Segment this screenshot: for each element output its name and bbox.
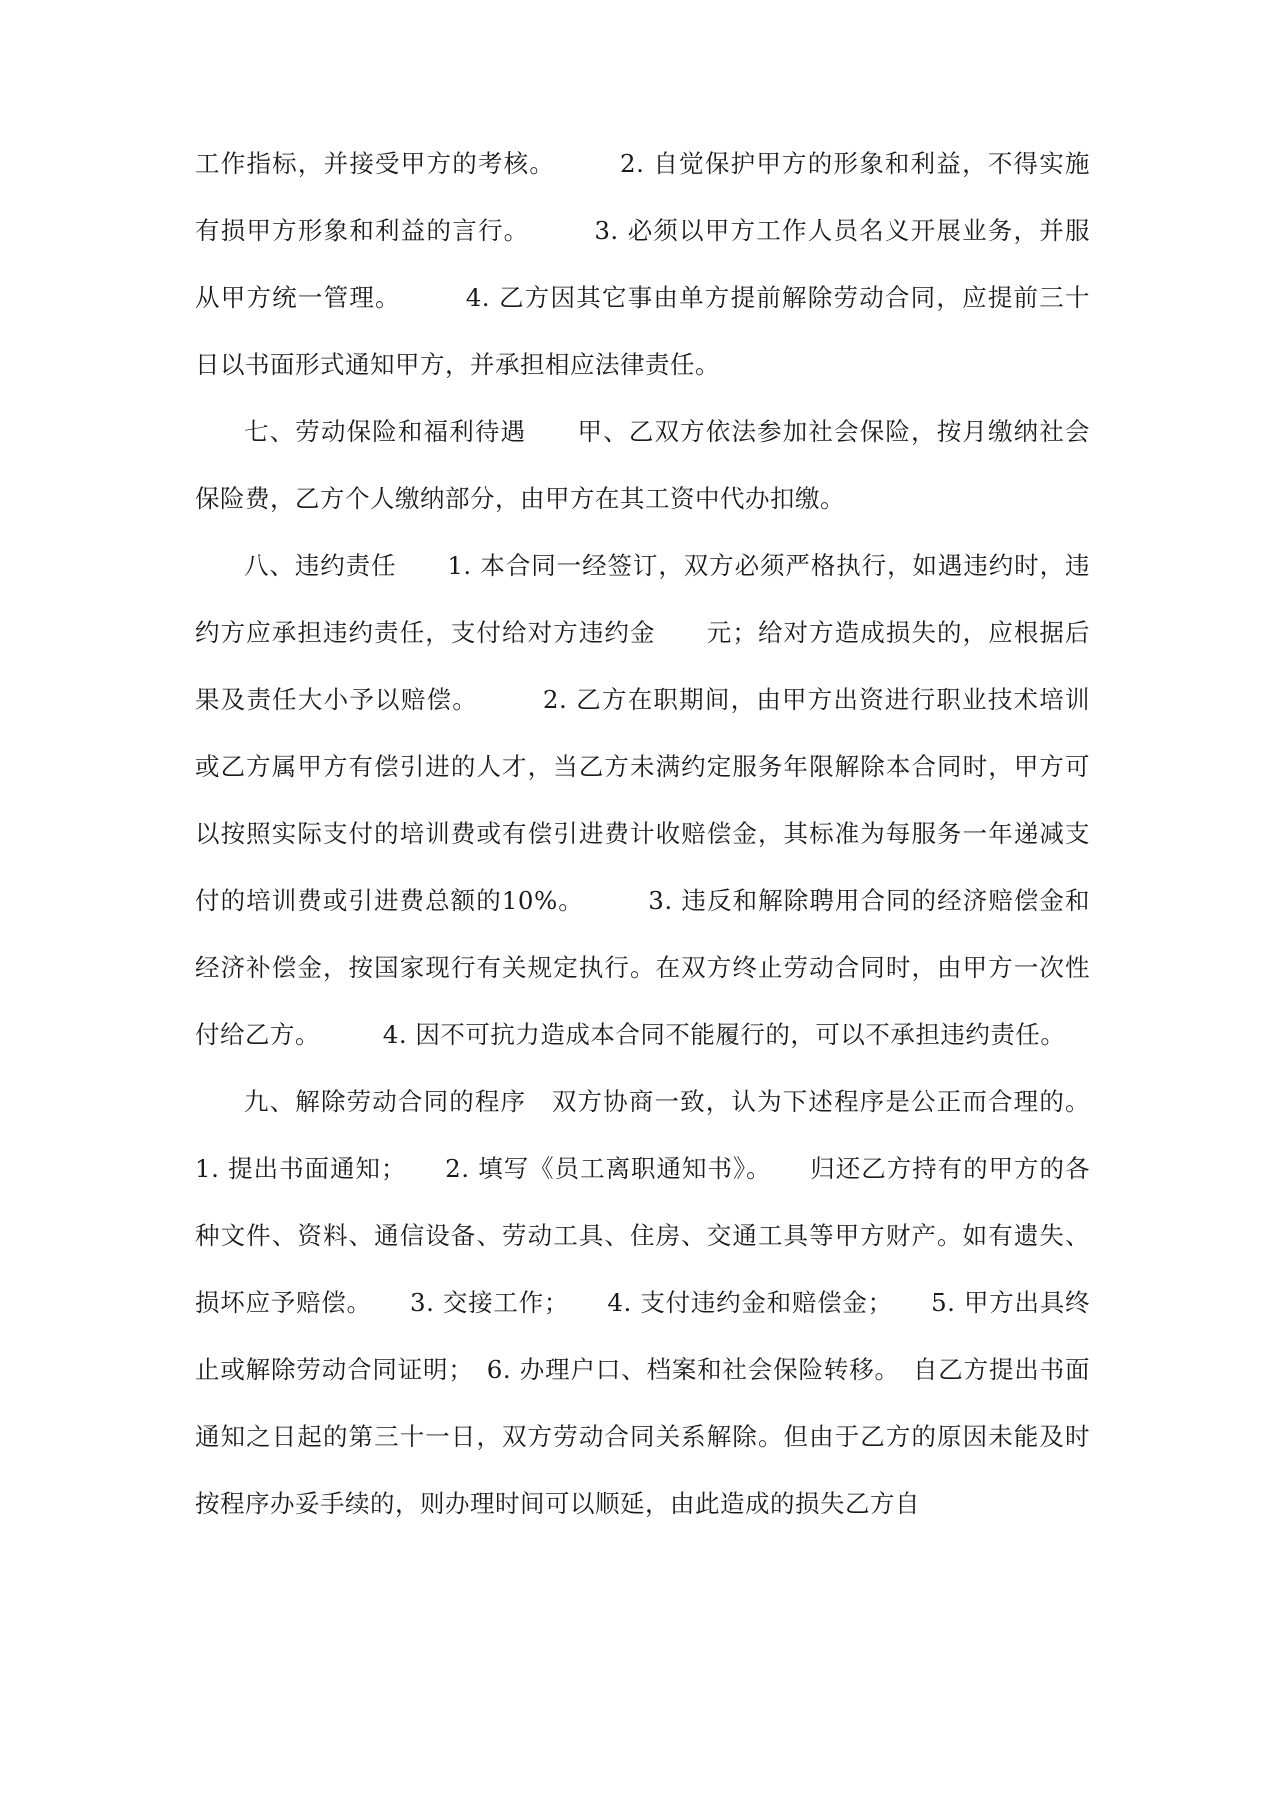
paragraph-section-7: 七、劳动保险和福利待遇 甲、乙双方依法参加社会保险，按月缴纳社会保险费，乙方个人缴纳部分，由甲方在其工资中代办扣缴。 — [195, 417, 1090, 513]
paragraph-section-8: 八、违约责任 1. 本合同一经签订，双方必须严格执行，如遇违约时，违约方应承担违约责任，支付给对方违约金 元；给对方造成损失的，应根据后果及责任大小予以赔偿。 2. 乙方在职期间，由甲方出资进行职业技术培训或乙方属甲方有偿引进的人才，当乙方未满约定服务年限解除本合同时，甲方可以按照实际支付的培训费或有偿引进费计收赔偿金，其标准为每服务一年递减支付的培训费或引进费总额的10%。 3. 违反和解除聘用合同的经济赔偿金和经济补偿金，按国家现行有关规定执行。在双方终止劳动合同时，由甲方一次性付给乙方。 4. 因不可抗力造成本合同不能履行的，可以不承担违约责任。 — [195, 551, 1090, 1049]
document-page — [195, 149, 1090, 1537]
paragraph-section-9: 九、解除劳动合同的程序 双方协商一致，认为下述程序是公正而合理的。1. 提出书面通知； 2. 填写《员工离职通知书》。 归还乙方持有的甲方的各种文件、资料、通信设备、劳动工具、住房、交通工具等甲方财产。如有遗失、损坏应予赔偿。 3. 交接工作； 4. 支付违约金和赔偿金； 5. 甲方出具终止或解除劳动合同证明； 6. 办理户口、档案和社会保险转移。 自乙方提出书面通知之日起的第三十一日，双方劳动合同关系解除。但由于乙方的原因未能及时按程序办妥手续的，则办理时间可以顺延，由此造成的损失乙方自 — [195, 1087, 1090, 1518]
paragraph-continuation: 工作指标，并接受甲方的考核。 2. 自觉保护甲方的形象和利益，不得实施有损甲方形象和利益的言行。 3. 必须以甲方工作人员名义开展业务，并服从甲方统一管理。 4. 乙方因其它事由单方提前解除劳动合同，应提前三十日以书面形式通知甲方，并承担相应法律责任。 — [195, 149, 1090, 379]
